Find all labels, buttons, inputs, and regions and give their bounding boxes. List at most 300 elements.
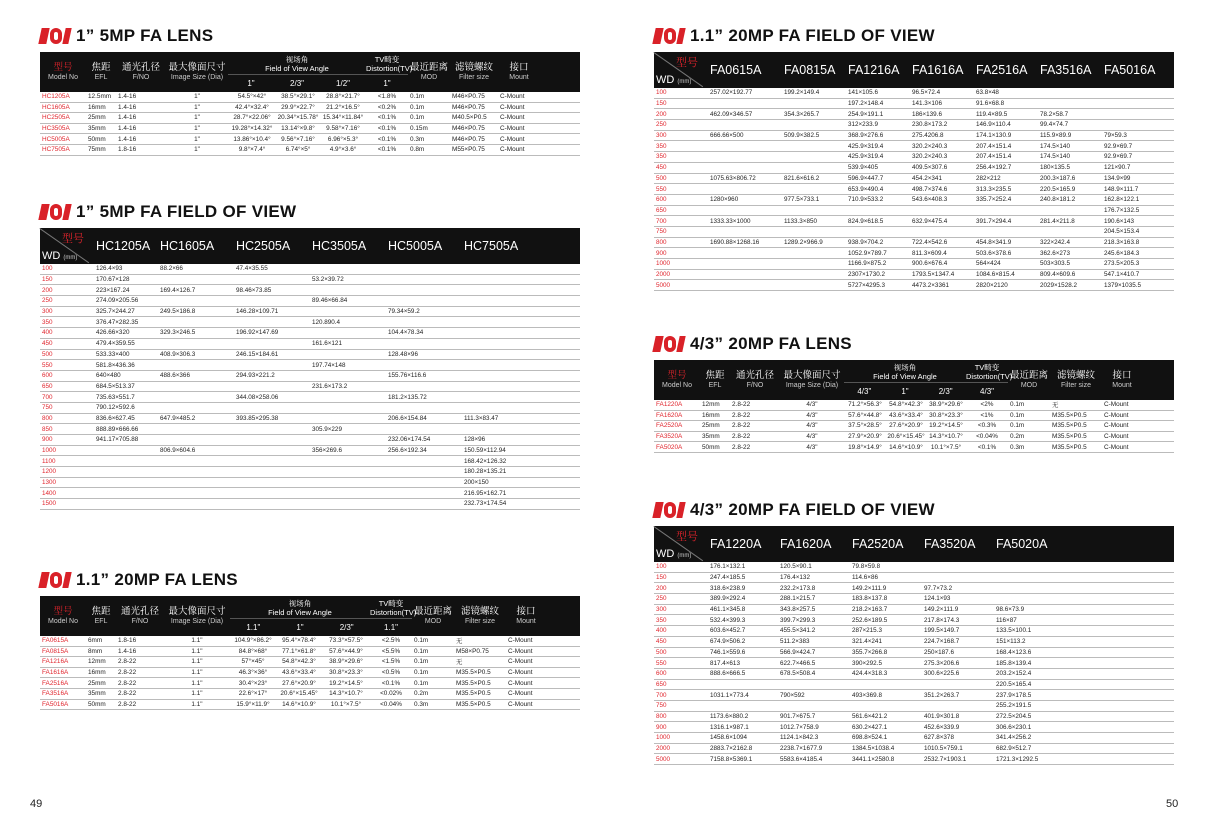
table-row bbox=[40, 103, 580, 114]
fov-row bbox=[40, 499, 580, 510]
fov-cell: 168.42×126.32 bbox=[464, 457, 507, 465]
table-cell: C-Mount bbox=[500, 103, 525, 111]
header-dist-size bbox=[366, 74, 408, 91]
header-fno bbox=[116, 52, 166, 92]
header-fov-cn: 视场角 bbox=[288, 599, 312, 608]
fov-cell: 603.6×452.7 bbox=[710, 627, 746, 635]
fov-wd-value: 700 bbox=[656, 691, 667, 699]
fov-cell: 305.9×229 bbox=[312, 425, 342, 433]
fov-cell: 674.9×506.2 bbox=[710, 638, 746, 646]
table-cell: 9.56°×7.16° bbox=[281, 135, 315, 143]
header-fno bbox=[116, 596, 164, 636]
table-row bbox=[40, 700, 580, 711]
fov-cell: 2532.7×1903.1 bbox=[924, 755, 967, 763]
logo-part bbox=[62, 204, 71, 220]
fov-cell: 454.8×341.9 bbox=[976, 238, 1012, 246]
fov-cell: 368.9×276.6 bbox=[848, 132, 884, 140]
header-img-cn: 最大像面尺寸 bbox=[783, 370, 841, 382]
fov-cell: 362.6×273 bbox=[1040, 249, 1070, 257]
fov-row bbox=[40, 414, 580, 425]
fov-cell: 653.9×490.4 bbox=[848, 185, 884, 193]
fov-cell: 98.6×73.9 bbox=[996, 606, 1025, 614]
lens-43-section bbox=[654, 332, 1174, 453]
header-efl-cn: 焦距 bbox=[705, 370, 725, 382]
logo-part bbox=[62, 572, 71, 588]
table-cell: 无 bbox=[456, 638, 463, 646]
fov-row bbox=[40, 317, 580, 328]
header-efl bbox=[86, 52, 116, 92]
brand-logo-icon bbox=[40, 570, 72, 590]
fov-cell: 249.5×186.8 bbox=[160, 308, 196, 316]
table-row bbox=[654, 411, 1174, 422]
section-title: 4/3” 20MP FA FIELD OF VIEW bbox=[690, 500, 935, 519]
fov-cell: 216.95×162.71 bbox=[464, 489, 507, 497]
header-distortion bbox=[366, 52, 413, 92]
table-row bbox=[40, 134, 580, 145]
fov-row bbox=[654, 174, 1174, 185]
table-cell: 1.1" bbox=[191, 690, 203, 698]
header-dist-size-label: 1" bbox=[383, 78, 391, 88]
fov-cell: 232.2×173.8 bbox=[780, 584, 816, 592]
table-cell: 19.8°×14.9° bbox=[848, 443, 882, 451]
header-dist-size-label: 4/3" bbox=[980, 386, 994, 396]
table-cell: C-Mount bbox=[1104, 443, 1129, 451]
fov-row bbox=[40, 424, 580, 435]
fov-wd-value: 700 bbox=[656, 217, 667, 225]
fov-row bbox=[654, 184, 1174, 195]
table-cell: 14.3°×10.7° bbox=[929, 433, 963, 441]
fov-cell: 78.2×58.7 bbox=[1040, 110, 1069, 118]
table-cell: FA3516A bbox=[42, 690, 69, 698]
header-mount-en: Mount bbox=[1112, 381, 1132, 389]
fov-cell: 114.6×86 bbox=[852, 574, 878, 582]
header-dist-size-label: 1.1" bbox=[384, 622, 398, 632]
fov-wd-value: 900 bbox=[656, 723, 667, 731]
fov-cell: 503×303.5 bbox=[1040, 260, 1070, 268]
table-cell: C-Mount bbox=[1104, 433, 1129, 441]
header-fov-en: Field of View Angle bbox=[268, 608, 332, 617]
logo-part bbox=[652, 502, 663, 518]
logo-part bbox=[38, 204, 49, 220]
corner-model-label: 型号 bbox=[62, 233, 84, 245]
fov-cell: 344.08×258.06 bbox=[236, 393, 279, 401]
table-cell: FA2520A bbox=[656, 422, 683, 430]
fov-row bbox=[40, 339, 580, 350]
fov-cell: 3441.1×2580.8 bbox=[852, 755, 895, 763]
table-cell: 6.74°×5° bbox=[285, 146, 311, 154]
header-fov-size: 1/2" bbox=[336, 78, 350, 88]
corner-wd-label bbox=[42, 250, 77, 262]
fov-cell: 256.6×192.34 bbox=[388, 447, 427, 455]
table-cell: 1.1" bbox=[191, 669, 203, 677]
fov-wd-value: 1000 bbox=[656, 734, 671, 742]
header-filter-en: Filter size bbox=[459, 73, 489, 81]
fov-wd-value: 650 bbox=[656, 206, 667, 214]
header-model-cn: 型号 bbox=[53, 62, 73, 74]
table-cell: 2.8-22 bbox=[118, 658, 137, 666]
fov-wd-value: 1000 bbox=[42, 447, 57, 455]
header-mod-cn: 最近距离 bbox=[413, 606, 452, 618]
fov-cell: 256.4×192.7 bbox=[976, 164, 1012, 172]
fov-wd-value: 1300 bbox=[42, 479, 57, 487]
fov-row bbox=[654, 658, 1174, 669]
table-cell: 14.3°×10.7° bbox=[329, 690, 363, 698]
fov-wd-value: 650 bbox=[656, 680, 667, 688]
fov-cell: 941.17×705.88 bbox=[96, 436, 139, 444]
table-cell: 2.8-22 bbox=[732, 443, 751, 451]
table-cell: 4/3" bbox=[806, 443, 818, 451]
fov-cell: 809.4×609.6 bbox=[1040, 271, 1076, 279]
section-title: 1” 5MP FA LENS bbox=[76, 26, 214, 45]
fov-cell: 596.9×447.7 bbox=[848, 174, 884, 182]
fov-row bbox=[40, 478, 580, 489]
fov-wd-value: 250 bbox=[42, 297, 53, 305]
table-cell: 43.6°×33.4° bbox=[889, 411, 923, 419]
fov-wd-value: 1200 bbox=[42, 468, 57, 476]
fov-row bbox=[654, 248, 1174, 259]
fov-cell: 232.06×174.54 bbox=[388, 436, 431, 444]
fov-cell: 133.5×100.1 bbox=[996, 627, 1032, 635]
fov-wd-value: 350 bbox=[656, 616, 667, 624]
fov-cell: 581.8×436.36 bbox=[96, 361, 135, 369]
fov-row bbox=[40, 392, 580, 403]
table-cell: 无 bbox=[1052, 402, 1059, 410]
fov-cell: 250×187.6 bbox=[924, 648, 954, 656]
fov-cell: 176.4×132 bbox=[780, 574, 810, 582]
header-img-en: Image Size (Dia) bbox=[170, 73, 224, 81]
fov-row bbox=[40, 307, 580, 318]
fov-cell: 247.4×185.5 bbox=[710, 574, 746, 582]
table-cell: 4/3" bbox=[806, 422, 818, 430]
logo-part bbox=[676, 502, 685, 518]
table-cell: M35.5×P0.5 bbox=[1052, 422, 1087, 430]
fov-cell: 148.9×111.7 bbox=[1104, 185, 1139, 193]
table-cell: 25mm bbox=[702, 422, 720, 430]
fov-cell: 207.4×151.4 bbox=[976, 142, 1012, 150]
header-efl-en: EFL bbox=[94, 617, 108, 625]
table-cell: 104.9°×86.2° bbox=[234, 637, 272, 645]
brand-logo-icon bbox=[654, 26, 686, 46]
table-cell: 37.5°×28.5° bbox=[848, 422, 882, 430]
table-cell: 0.15m bbox=[410, 125, 428, 133]
table-cell: 1.1" bbox=[191, 647, 203, 655]
fov-cell: 141.3×106 bbox=[912, 100, 942, 108]
table-cell: 1.4-16 bbox=[118, 125, 137, 133]
corner-model-label: 型号 bbox=[676, 57, 698, 69]
header-fov-title bbox=[844, 360, 966, 382]
fov-cell: 2307×1730.2 bbox=[848, 271, 885, 279]
fov-row bbox=[654, 669, 1174, 680]
header-fov-sizes bbox=[844, 382, 966, 399]
table-cell: 6.96°×5.3° bbox=[327, 135, 359, 143]
table-cell: M46×P0.75 bbox=[452, 93, 485, 101]
table-cell: 19.2°×14.5° bbox=[329, 679, 363, 687]
fov-row bbox=[654, 648, 1174, 659]
fov-cell: 1173.6×880.2 bbox=[710, 712, 749, 720]
table-cell: 71.2°×56.3° bbox=[848, 401, 882, 409]
fov-wd-value: 1400 bbox=[42, 489, 57, 497]
fov-row bbox=[40, 350, 580, 361]
fov-cell: 176.7×132.5 bbox=[1104, 206, 1140, 214]
header-filter-cn: 滤镜螺纹 bbox=[1056, 370, 1095, 382]
fov-row bbox=[654, 562, 1174, 573]
table-cell: HC2505A bbox=[42, 114, 70, 122]
fov-cell: 162.8×122.1 bbox=[1104, 196, 1140, 204]
fov-row bbox=[654, 238, 1174, 249]
table-cell: 12.5mm bbox=[88, 93, 112, 101]
fov-cell: 252.6×189.5 bbox=[852, 616, 888, 624]
header-fov bbox=[844, 360, 966, 400]
fov-model-header: FA0815A bbox=[784, 63, 836, 77]
fov-row bbox=[654, 206, 1174, 217]
header-fov-en: Field of View Angle bbox=[265, 64, 329, 73]
fov-cell: 790×592 bbox=[780, 691, 805, 699]
table-cell: 16mm bbox=[88, 103, 106, 111]
fov-cell: 1793.5×1347.4 bbox=[912, 271, 955, 279]
fov-row bbox=[40, 435, 580, 446]
table-cell: 0.1m bbox=[414, 679, 429, 687]
fov-cell: 1379×1035.5 bbox=[1104, 281, 1141, 289]
table-cell: 0.1m bbox=[414, 647, 429, 655]
fov-row bbox=[654, 280, 1174, 291]
fov-row bbox=[654, 163, 1174, 174]
table-cell: 38.9°×29.6° bbox=[929, 401, 963, 409]
fov-wd-value: 5000 bbox=[656, 281, 671, 289]
fov-wd-value: 750 bbox=[656, 702, 667, 710]
fov-cell: 294.93×221.2 bbox=[236, 372, 275, 380]
table-cell: M46×P0.75 bbox=[452, 103, 485, 111]
fov-row bbox=[654, 259, 1174, 270]
corner-wd-text: WD bbox=[42, 250, 61, 262]
table-cell: <2.5% bbox=[381, 637, 401, 645]
fov-model-header: HC3505A bbox=[312, 239, 367, 253]
fov-cell: 79.34×59.2 bbox=[388, 308, 420, 316]
fov-cell: 254.9×191.1 bbox=[848, 110, 884, 118]
table-cell: 9.8°×7.4° bbox=[238, 146, 266, 154]
header-mod-cn: 最近距离 bbox=[409, 62, 448, 74]
table-row bbox=[40, 689, 580, 700]
fov-cell: 462.09×346.57 bbox=[710, 110, 753, 118]
fov-row bbox=[654, 722, 1174, 733]
fov-5mp-section bbox=[40, 200, 580, 510]
table-cell: 20.6°×15.45° bbox=[887, 433, 925, 441]
table-cell: 2.8-22 bbox=[118, 700, 137, 708]
table-cell: 1.1" bbox=[191, 637, 203, 645]
table-cell: FA0815A bbox=[42, 647, 69, 655]
table-cell: 1.1" bbox=[191, 658, 203, 666]
fov-cell: 1384.5×1038.4 bbox=[852, 745, 895, 753]
fov-cell: 424.4×318.3 bbox=[852, 670, 888, 678]
table-cell: 35mm bbox=[88, 690, 106, 698]
table-cell: 10.1°×7.5° bbox=[330, 700, 362, 708]
fov-cell: 318.6×238.9 bbox=[710, 584, 746, 592]
fov-cell: 245.6×184.3 bbox=[1104, 249, 1140, 257]
fov-cell: 7158.8×5369.1 bbox=[710, 755, 753, 763]
table-cell: 38.9°×29.6° bbox=[329, 658, 363, 666]
header-model-en: Model No bbox=[662, 381, 692, 389]
header-dist-size bbox=[370, 618, 412, 635]
table-cell: 0.8m bbox=[410, 146, 425, 154]
table-cell: 0.1m bbox=[410, 103, 425, 111]
fov-row bbox=[40, 382, 580, 393]
fov-wd-value: 550 bbox=[42, 361, 53, 369]
header-mod-en: MOD bbox=[420, 73, 438, 81]
table-cell: HC3505A bbox=[42, 125, 70, 133]
fov-cell: 351.2×263.7 bbox=[924, 691, 960, 699]
fov-cell: 479.4×359.55 bbox=[96, 340, 135, 348]
table-cell: 4.9°×3.6° bbox=[329, 146, 357, 154]
table-cell: 9.58°×7.16° bbox=[326, 125, 360, 133]
fov-cell: 206.6×154.84 bbox=[388, 414, 427, 422]
fov-row bbox=[654, 573, 1174, 584]
fov-cell: 684.5×513.37 bbox=[96, 382, 135, 390]
fov-cell: 806.9×604.6 bbox=[160, 447, 196, 455]
table-cell: <0.02% bbox=[380, 690, 402, 698]
fov-cell: 320.2×240.3 bbox=[912, 153, 948, 161]
logo-part bbox=[652, 28, 663, 44]
fov-cell: 134.9×99 bbox=[1104, 174, 1131, 182]
fov-wd-value: 300 bbox=[42, 308, 53, 316]
fov-row bbox=[654, 637, 1174, 648]
header-fov-sizes bbox=[228, 74, 366, 91]
header-efl bbox=[86, 596, 116, 636]
header-fov-size: 2/3" bbox=[290, 78, 304, 88]
header-fno bbox=[730, 360, 780, 400]
section-title: 1.1” 20MP FA FIELD OF VIEW bbox=[690, 26, 935, 45]
table-cell: C-Mount bbox=[1104, 411, 1129, 419]
fov-cell: 722.4×542.6 bbox=[912, 238, 948, 246]
fov-wd-value: 650 bbox=[42, 382, 53, 390]
table-cell: C-Mount bbox=[1104, 401, 1129, 409]
fov-cell: 124.1×93 bbox=[924, 595, 951, 603]
table-cell: 57°×45° bbox=[241, 658, 265, 666]
fov-row bbox=[40, 285, 580, 296]
table-row bbox=[40, 124, 580, 135]
fov-cell: 2029×1528.2 bbox=[1040, 281, 1077, 289]
fov-cell: 630.2×427.1 bbox=[852, 723, 888, 731]
page-number-left: 49 bbox=[30, 798, 43, 810]
header-filter bbox=[1050, 360, 1102, 400]
section-title: 4/3” 20MP FA LENS bbox=[690, 334, 852, 353]
table-cell: 0.1m bbox=[1010, 422, 1025, 430]
fov-row bbox=[654, 216, 1174, 227]
header-fov-size: 2/3" bbox=[339, 622, 354, 632]
table-cell: HC5005A bbox=[42, 135, 70, 143]
header-fov-size: 4/3" bbox=[857, 386, 872, 396]
fov-cell: 79×59.3 bbox=[1104, 132, 1127, 140]
table-cell: 30.8°×23.3° bbox=[929, 411, 963, 419]
fov-row bbox=[40, 403, 580, 414]
table-cell: 15.9°×11.9° bbox=[236, 700, 270, 708]
header-efl-en: EFL bbox=[708, 381, 722, 389]
fov-row bbox=[40, 456, 580, 467]
fov-cell: 566.9×424.7 bbox=[780, 648, 816, 656]
fov-cell: 409.5×307.6 bbox=[912, 164, 948, 172]
table-cell: 42.4°×32.4° bbox=[235, 103, 269, 111]
fov-cell: 237.9×178.5 bbox=[996, 691, 1032, 699]
fov-cell: 120.890.4 bbox=[312, 318, 341, 326]
fov-cell: 4473.2×3361 bbox=[912, 281, 949, 289]
table-cell: 13.14°×9.8° bbox=[281, 125, 315, 133]
fov-row bbox=[40, 446, 580, 457]
fov-cell: 275.3×206.6 bbox=[924, 659, 960, 667]
fov-cell: 488.6×366 bbox=[160, 372, 190, 380]
table-cell: M35.5×P0.5 bbox=[1052, 433, 1087, 441]
table-cell: M40.5×P0.5 bbox=[452, 114, 487, 122]
header-dist-title bbox=[366, 52, 413, 74]
fov-cell: 199.5×149.7 bbox=[924, 627, 960, 635]
header-efl-en: EFL bbox=[94, 73, 108, 81]
fov-wd-value: 350 bbox=[656, 142, 667, 150]
header-dist-en: Distortion(TV) bbox=[966, 372, 1013, 381]
header-model-cn: 型号 bbox=[53, 606, 73, 618]
table-cell: 16mm bbox=[702, 411, 720, 419]
fov-cell: 207.4×151.4 bbox=[976, 153, 1012, 161]
fov-cell: 1166.9×875.2 bbox=[848, 260, 887, 268]
fov-wd-value: 250 bbox=[656, 595, 667, 603]
header-fov bbox=[230, 596, 370, 636]
brand-logo-icon bbox=[654, 500, 686, 520]
table-cell: <0.2% bbox=[377, 103, 397, 111]
logo-part bbox=[652, 336, 663, 352]
table-row bbox=[40, 668, 580, 679]
table-cell: <5.5% bbox=[381, 647, 401, 655]
fov-cell: 1075.63×806.72 bbox=[710, 174, 756, 182]
fov-cell: 455.5×341.2 bbox=[780, 627, 816, 635]
table-cell: FA1620A bbox=[656, 411, 683, 419]
logo-part bbox=[50, 28, 62, 44]
fov-wd-value: 450 bbox=[656, 638, 667, 646]
table-cell: C-Mount bbox=[508, 669, 533, 677]
table-cell: 29.9°×22.7° bbox=[281, 103, 315, 111]
fov-wd-value: 800 bbox=[656, 238, 667, 246]
fov-cell: 343.8×257.5 bbox=[780, 606, 816, 614]
fov-cell: 1280×960 bbox=[710, 196, 739, 204]
fov-row bbox=[654, 270, 1174, 281]
table-cell: 54.8°×42.3° bbox=[889, 401, 923, 409]
fov-row bbox=[654, 131, 1174, 142]
header-fno-cn: 通光孔径 bbox=[735, 370, 774, 382]
fov-cell: 735.63×551.7 bbox=[96, 393, 135, 401]
table-cell: FA3520A bbox=[656, 433, 683, 441]
header-mount bbox=[506, 596, 546, 636]
fov-cell: 547.1×410.7 bbox=[1104, 271, 1140, 279]
fov-cell: 335.7×252.4 bbox=[976, 196, 1012, 204]
fov-wd-value: 550 bbox=[656, 659, 667, 667]
fov-wd-value: 500 bbox=[42, 350, 53, 358]
fov-cell: 168.4×123.6 bbox=[996, 648, 1032, 656]
fov-wd-value: 100 bbox=[656, 563, 667, 571]
fov-wd-value: 100 bbox=[42, 265, 53, 273]
fov-cell: 533.33×400 bbox=[96, 350, 130, 358]
fov-cell: 678.5×508.4 bbox=[780, 670, 816, 678]
header-fov-size: 1" bbox=[901, 386, 909, 396]
fov-cell: 389.9×292.4 bbox=[710, 595, 746, 603]
fov-cell: 169.4×126.7 bbox=[160, 286, 196, 294]
header-fno-en: F/NO bbox=[132, 73, 150, 81]
fov-cell: 401.9×301.8 bbox=[924, 712, 960, 720]
table-cell: HC1205A bbox=[42, 93, 70, 101]
table-cell: 50mm bbox=[702, 443, 720, 451]
section-heading bbox=[40, 24, 580, 48]
fov-cell: 425.9×319.4 bbox=[848, 153, 884, 161]
fov-wd-value: 1100 bbox=[42, 457, 56, 465]
fov-row bbox=[40, 264, 580, 275]
fov-cell: 627.8×378 bbox=[924, 734, 954, 742]
fov-row bbox=[654, 99, 1174, 110]
table-cell: C-Mount bbox=[508, 647, 533, 655]
fov-cell: 246.15×184.61 bbox=[236, 350, 279, 358]
